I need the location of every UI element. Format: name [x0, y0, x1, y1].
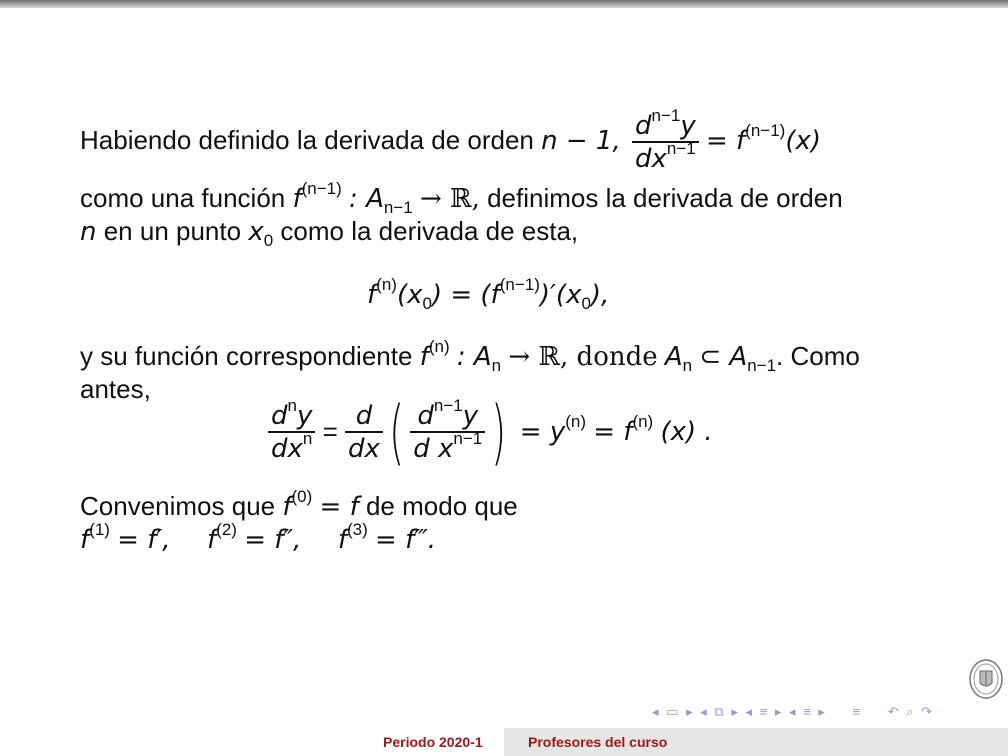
footer-period: Periodo 2020-1 — [383, 734, 483, 750]
nav-left-icon[interactable]: ◂ — [700, 704, 707, 719]
math: f — [282, 492, 292, 522]
fraction — [410, 396, 485, 464]
fraction — [632, 106, 699, 174]
paragraph-line-7 — [80, 520, 437, 557]
superscript: (n−1) — [499, 275, 540, 294]
math: d x — [413, 434, 454, 464]
superscript: n−1 — [666, 139, 696, 158]
frame-icon[interactable]: ▭ — [666, 704, 679, 719]
subscript: 0 — [581, 294, 591, 313]
math: = — [322, 416, 338, 447]
left-paren: ( — [389, 390, 405, 473]
right-paren: ) — [491, 390, 507, 473]
math: n — [80, 217, 97, 247]
math: = y — [519, 417, 566, 447]
subscript: 0 — [263, 231, 274, 250]
subscript: n — [682, 356, 693, 375]
superscript: (0) — [291, 487, 313, 506]
paragraph-line-1 — [80, 106, 822, 174]
footer-right — [504, 728, 1008, 756]
math: d — [634, 111, 652, 141]
superscript: (n−1) — [301, 179, 342, 198]
text: definimos la derivada de orden — [487, 183, 843, 213]
beamer-navigation — [652, 704, 936, 722]
math: dx — [348, 434, 380, 464]
math: f — [80, 525, 90, 555]
math: = f′, — [117, 525, 171, 555]
math: x — [248, 217, 264, 247]
text: de modo que — [365, 491, 518, 521]
math: y — [462, 401, 479, 431]
subscript: n−1 — [383, 198, 413, 217]
superscript: (n) — [428, 337, 450, 356]
superscript: n−1 — [651, 106, 681, 125]
text: antes, — [80, 374, 151, 404]
nav-left-icon[interactable]: ◂ — [745, 704, 752, 719]
superscript: n−1 — [453, 429, 483, 448]
math: d — [355, 401, 373, 431]
section-icon[interactable]: ⧉ — [714, 704, 724, 719]
text: Habiendo definido la derivada de orden — [80, 124, 534, 155]
top-shadow-bar — [0, 0, 1008, 8]
paragraph-line-4 — [80, 337, 860, 375]
superscript: (1) — [89, 520, 110, 539]
superscript: (n) — [376, 275, 397, 294]
math: : A — [349, 184, 384, 214]
fraction — [268, 396, 315, 464]
math: = f″, — [244, 525, 302, 555]
rhs — [519, 412, 713, 447]
text: como la derivada de esta, — [280, 216, 579, 246]
footer-bar — [0, 728, 1008, 756]
search-icon[interactable]: ⌕ — [906, 704, 914, 719]
equation-2 — [268, 390, 713, 473]
equation-1 — [367, 275, 610, 313]
math: y — [680, 111, 696, 141]
superscript: (n) — [632, 412, 654, 431]
superscript: (n) — [565, 412, 586, 431]
align-icon[interactable]: ≡ — [852, 704, 861, 719]
math: d — [417, 401, 434, 431]
math: ), — [590, 280, 610, 310]
redo-icon[interactable]: ↷ — [921, 704, 933, 719]
subsubsection-icon[interactable]: ≡ — [803, 704, 811, 719]
math: = f — [593, 417, 633, 447]
text: como una función — [80, 183, 286, 213]
math: dx — [634, 144, 667, 174]
math: dx — [271, 434, 303, 464]
text: en un punto — [103, 216, 242, 246]
math: → ℝ, — [419, 184, 480, 214]
math: : A — [456, 342, 492, 372]
math: A — [664, 342, 683, 372]
math: f — [292, 184, 302, 214]
superscript: n−1 — [433, 396, 463, 415]
math: ) = (f — [431, 280, 500, 310]
math: d — [271, 401, 288, 431]
superscript: (2) — [216, 520, 237, 539]
nav-right-icon[interactable]: ▸ — [818, 704, 825, 719]
subsection-icon[interactable]: ≡ — [759, 704, 768, 719]
nav-right-icon[interactable]: ▸ — [686, 704, 693, 719]
superscript: n — [302, 429, 313, 448]
subscript: n — [491, 356, 502, 375]
nav-right-icon[interactable]: ▸ — [774, 704, 782, 719]
math: = f — [705, 125, 746, 156]
text: . Como — [776, 341, 860, 371]
math: (x) . — [660, 417, 713, 447]
undo-icon[interactable]: ↶ — [887, 704, 899, 719]
text: Convenimos que — [80, 491, 276, 521]
paragraph-line-6 — [80, 487, 518, 524]
math: n − 1, — [541, 125, 621, 156]
math: ⊂ A — [699, 342, 748, 372]
math: f — [367, 280, 377, 310]
nav-left-icon[interactable]: ◂ — [789, 704, 796, 719]
math: → ℝ, donde — [508, 342, 658, 372]
math: f — [337, 525, 347, 555]
math: = f‴. — [375, 525, 437, 555]
math: f — [207, 525, 217, 555]
superscript: (n−1) — [745, 120, 786, 140]
footer-authors: Profesores del curso — [528, 734, 668, 750]
text: y su función correspondiente — [80, 341, 413, 371]
subscript: n−1 — [747, 356, 777, 375]
math: (x) — [785, 125, 822, 156]
paragraph-line-3 — [80, 215, 578, 249]
nav-left-icon[interactable]: ◂ — [652, 704, 659, 719]
superscript: n — [287, 396, 297, 415]
fraction — [345, 400, 383, 464]
superscript: (3) — [347, 520, 368, 539]
math: (x — [396, 280, 423, 310]
paragraph-line-2 — [80, 179, 843, 217]
math: = f — [319, 492, 359, 522]
subscript: 0 — [422, 294, 432, 313]
footer-left — [0, 728, 504, 756]
paragraph-line-5 — [80, 373, 151, 406]
nav-right-icon[interactable]: ▸ — [731, 704, 738, 719]
math: )′(x — [539, 280, 582, 310]
math: f — [419, 342, 429, 372]
math: y — [296, 401, 313, 431]
university-seal-logo — [969, 659, 1003, 699]
